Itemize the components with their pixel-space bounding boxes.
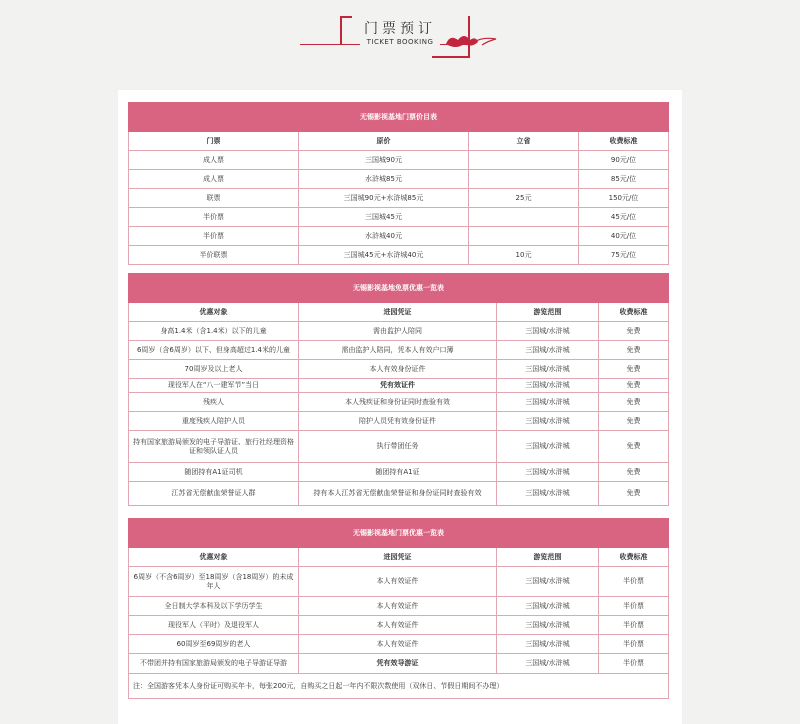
savings xyxy=(469,227,579,246)
fee: 85元/位 xyxy=(579,170,669,189)
entry-proof: 凭有效证件 xyxy=(299,379,497,393)
table-row xyxy=(129,379,669,393)
header-frame-left xyxy=(340,16,352,44)
visit-scope: 三国城/水浒城 xyxy=(497,341,599,360)
fee: 免费 xyxy=(599,482,669,506)
header-proof: 进园凭证 xyxy=(299,548,497,567)
fee: 半价票 xyxy=(599,567,669,597)
eligible-group: 身高1.4米（含1.4米）以下的儿童 xyxy=(129,322,299,341)
annual-card-note: 注：全国游客凭本人身份证可购买年卡，每张200元，自购买之日起一年内不限次数使用（双休日、节假日期间不办理） xyxy=(129,674,669,699)
savings xyxy=(469,151,579,170)
header-scope: 游览范围 xyxy=(497,303,599,322)
table-row xyxy=(129,170,669,189)
entry-proof: 陪护人员凭有效身份证件 xyxy=(299,412,497,431)
entry-proof: 凭有效导游证 xyxy=(299,654,497,674)
entry-proof: 本人有效证件 xyxy=(299,635,497,654)
table-row xyxy=(129,597,669,616)
fee: 免费 xyxy=(599,463,669,482)
eligible-group: 随团持有A1证司机 xyxy=(129,463,299,482)
table-row xyxy=(129,431,669,463)
entry-proof: 执行带团任务 xyxy=(299,431,497,463)
header-ticket: 门票 xyxy=(129,132,299,151)
table-row xyxy=(129,360,669,379)
table-row xyxy=(129,463,669,482)
original-price: 水浒城40元 xyxy=(299,227,469,246)
eligible-group: 持有国家旅游局颁发的电子导游证、旅行社经理资格证和领队证人员 xyxy=(129,431,299,463)
header-savings: 立省 xyxy=(469,132,579,151)
table-row xyxy=(129,567,669,597)
table-row xyxy=(129,635,669,654)
entry-proof: 持有本人江苏省无偿献血荣誉证和身份证同时查验有效 xyxy=(299,482,497,506)
eligible-group: 重度残疾人陪护人员 xyxy=(129,412,299,431)
ticket-type: 成人票 xyxy=(129,151,299,170)
savings: 25元 xyxy=(469,189,579,208)
visit-scope: 三国城/水浒城 xyxy=(497,616,599,635)
ticket-panel xyxy=(118,90,682,724)
eligible-group: 残疾人 xyxy=(129,393,299,412)
free-table-caption: 无锡影视基地免票优惠一览表 xyxy=(129,274,669,303)
fee: 免费 xyxy=(599,379,669,393)
half-price-table xyxy=(128,518,669,699)
entry-proof: 需由监护人陪同，凭本人有效户口簿 xyxy=(299,341,497,360)
visit-scope: 三国城/水浒城 xyxy=(497,567,599,597)
fee: 免费 xyxy=(599,341,669,360)
header-underline-left xyxy=(300,44,360,45)
fee: 免费 xyxy=(599,393,669,412)
header-eligible: 优惠对象 xyxy=(129,303,299,322)
eligible-group: 现役军人在“八一建军节”当日 xyxy=(129,379,299,393)
visit-scope: 三国城/水浒城 xyxy=(497,482,599,506)
fee: 免费 xyxy=(599,412,669,431)
header-original-price: 原价 xyxy=(299,132,469,151)
entry-proof: 随团持有A1证 xyxy=(299,463,497,482)
table-row xyxy=(129,322,669,341)
savings xyxy=(469,208,579,227)
ticket-type: 半价票 xyxy=(129,208,299,227)
table-row xyxy=(129,393,669,412)
original-price: 三国城90元 xyxy=(299,151,469,170)
eligible-group: 全日制大学本科及以下学历学生 xyxy=(129,597,299,616)
entry-proof: 需由监护人陪同 xyxy=(299,322,497,341)
header-fee: 收费标准 xyxy=(579,132,669,151)
half-table-caption: 无锡影视基地门票优惠一览表 xyxy=(129,519,669,548)
entry-proof: 本人有效身份证件 xyxy=(299,360,497,379)
ticket-type: 半价票 xyxy=(129,227,299,246)
savings: 10元 xyxy=(469,246,579,265)
fee: 半价票 xyxy=(599,635,669,654)
eligible-group: 70周岁及以上老人 xyxy=(129,360,299,379)
entry-proof: 本人有效证件 xyxy=(299,567,497,597)
eligible-group: 6周岁（含6周岁）以下、但身高超过1.4米的儿童 xyxy=(129,341,299,360)
original-price: 三国城45元 xyxy=(299,208,469,227)
original-price: 三国城90元+水浒城85元 xyxy=(299,189,469,208)
visit-scope: 三国城/水浒城 xyxy=(497,379,599,393)
ticket-type: 半价联票 xyxy=(129,246,299,265)
visit-scope: 三国城/水浒城 xyxy=(497,635,599,654)
price-table-caption: 无锡影视基地门票价目表 xyxy=(129,103,669,132)
visit-scope: 三国城/水浒城 xyxy=(497,360,599,379)
visit-scope: 三国城/水浒城 xyxy=(497,322,599,341)
table-row xyxy=(129,482,669,506)
visit-scope: 三国城/水浒城 xyxy=(497,597,599,616)
fee: 免费 xyxy=(599,322,669,341)
eligible-group: 60周岁至69周岁的老人 xyxy=(129,635,299,654)
entry-proof: 本人有效证件 xyxy=(299,597,497,616)
price-table xyxy=(128,102,669,265)
fee: 免费 xyxy=(599,360,669,379)
entry-proof: 本人残疾证和身份证同时查验有效 xyxy=(299,393,497,412)
entry-proof: 本人有效证件 xyxy=(299,616,497,635)
eligible-group: 江苏省无偿献血荣誉证人群 xyxy=(129,482,299,506)
visit-scope: 三国城/水浒城 xyxy=(497,412,599,431)
original-price: 三国城45元+水浒城40元 xyxy=(299,246,469,265)
header-fee: 收费标准 xyxy=(599,548,669,567)
table-row xyxy=(129,208,669,227)
fee: 150元/位 xyxy=(579,189,669,208)
fee: 半价票 xyxy=(599,616,669,635)
table-row xyxy=(129,616,669,635)
fee: 半价票 xyxy=(599,654,669,674)
table-row xyxy=(129,412,669,431)
eligible-group: 6周岁（不含6周岁）至18周岁（含18周岁）的未成年人 xyxy=(129,567,299,597)
page-title: 门票预订 xyxy=(364,21,436,37)
eligible-group: 不带团并持有国家旅游局颁发的电子导游证导游 xyxy=(129,654,299,674)
table-row xyxy=(129,151,669,170)
table-row xyxy=(129,246,669,265)
visit-scope: 三国城/水浒城 xyxy=(497,463,599,482)
table-row xyxy=(129,227,669,246)
savings xyxy=(469,170,579,189)
header-fee: 收费标准 xyxy=(599,303,669,322)
header-eligible: 优惠对象 xyxy=(129,548,299,567)
table-row xyxy=(129,341,669,360)
fee: 90元/位 xyxy=(579,151,669,170)
fee: 40元/位 xyxy=(579,227,669,246)
fee: 半价票 xyxy=(599,597,669,616)
ticket-type: 成人票 xyxy=(129,170,299,189)
fee: 75元/位 xyxy=(579,246,669,265)
header-scope: 游览范围 xyxy=(497,548,599,567)
fee: 45元/位 xyxy=(579,208,669,227)
ticket-type: 联票 xyxy=(129,189,299,208)
visit-scope: 三国城/水浒城 xyxy=(497,393,599,412)
table-row xyxy=(129,189,669,208)
auspicious-cloud-icon xyxy=(440,30,498,52)
original-price: 水浒城85元 xyxy=(299,170,469,189)
free-admission-table xyxy=(128,273,669,506)
header-proof: 进园凭证 xyxy=(299,303,497,322)
eligible-group: 现役军人（平时）及退役军人 xyxy=(129,616,299,635)
table-row xyxy=(129,654,669,674)
page-subtitle: TICKET BOOKING xyxy=(366,38,434,46)
visit-scope: 三国城/水浒城 xyxy=(497,431,599,463)
visit-scope: 三国城/水浒城 xyxy=(497,654,599,674)
fee: 免费 xyxy=(599,431,669,463)
section-header xyxy=(0,0,800,70)
